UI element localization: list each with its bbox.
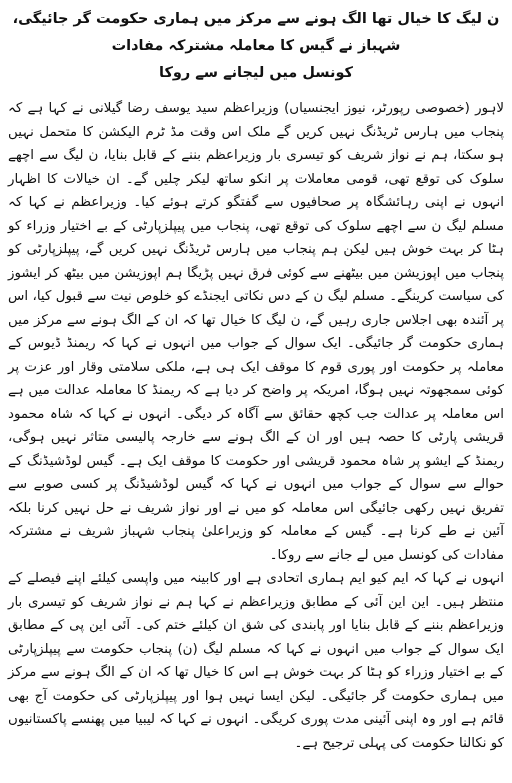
article-paragraph: لاہور (خصوصی رپورٹر، نیوز ایجنسیاں) وزیراعظم سید یوسف رضا گیلانی نے کہا ہے کہ پنجاب میں ہارس ٹریڈنگ نہیں کریں گے ملک اس وقت مڈ ٹرم الیکشن کا متحمل نہیں ہو سکتا، ہم نے نواز شریف کو تیسری بار وزیراعظم بننے کے قابل بنایا، ن لیگ سے اچھے سلوک کی توقع تھی، قومی معاملات پر انکو ساتھ لیکر چلیں گے۔ ان خیالات کا اظہار انہوں نے اپنی رہائشگاہ پر صحافیوں سے گفتگو کرتے ہوئے کیا۔ وزیراعظم نے کہا کہ مسلم لیگ ن سے اچھے سلوک کی توقع تھی، پنجاب میں پیپلزپارٹی کے بے اختیار وزراء کو ہٹا کر بہت خوش ہیں لیکن ہم پنجاب میں ہارس ٹریڈنگ نہیں کریں گے، پیپلزپارٹی کو پنجاب میں اپوزیشن میں بیٹھنے سے کوئی فرق نہیں پڑیگا ہم اپوزیشن میں بیٹھ کر ایشوز کی سیاست کرینگے۔ مسلم لیگ ن کے دس نکاتی ایجنڈے کو خلوص نیت سے قبول کیا، اس پر آئندہ بھی اجلاس جاری رہیں گے، ن لیگ کا خیال تھا کہ ان کے الگ ہونے سے مرکز میں ہماری حکومت گر جائیگی۔ ایک سوال کے جواب میں انہوں نے کہا کہ ریمنڈ ڈیوس کے معاملہ پر حکومت اور پوری قوم کا موقف ایک ہی ہے، ملکی سلامتی وقار اور عزت پر کوئی سمجھوتہ نہیں ہوگا، امریکہ پر واضح کر دیا ہے کہ ریمنڈ کا معاملہ عدالت میں ہے اس معاملہ پر عدالت جب کچھ حقائق سے آگاہ کر دیگی۔ انہوں نے کہا کہ شاہ محمود قریشی پارٹی کا حصہ ہیں اور ان کے الگ ہونے سے خارجہ پالیسی متاثر نہیں ہوگی، ریمنڈ کے ایشو پر شاہ محمود قریشی اور حکومت کا موقف ایک ہے۔ گیس لوڈشیڈنگ کے حوالے سے سوال کے جواب میں انہوں نے کہا کہ گیس لوڈشیڈنگ پر کسی صوبے سے تفریق نہیں رکھی جائیگی اس معاملہ کو میں نے اور نواز شریف نے حل نہیں کرنا بلکہ آئین نے طے کرنا ہے۔ گیس کے معاملہ کو وزیراعلیٰ پنجاب شہباز شریف نے مشترکہ مفادات کی کونسل میں لے جانے سے روکا۔ (8, 101, 504, 563)
article-body (8, 97, 504, 755)
headline-line-2: کونسل میں لیجانے سے روکا (159, 65, 353, 81)
headline (8, 6, 504, 87)
headline-line-1: ن لیگ کا خیال تھا الگ ہونے سے مرکز میں ہماری حکومت گر جائیگی، شہباز نے گیس کا معاملہ مشترکہ مفادات (12, 11, 500, 54)
article-paragraph: انہوں نے کہا کہ ایم کیو ایم ہماری اتحادی ہے اور کابینہ میں واپسی کیلئے اپنے فیصلے کے منتظر ہیں۔ این این آئی کے مطابق وزیراعظم نے کہا ہم نے نواز شریف کو تیسری بار وزیراعظم بننے کے قابل بنایا اور پابندی کی شق ان کیلئے ختم کی۔ آئی این پی کے مطابق ایک سوال کے جواب میں انہوں نے کہا کہ مسلم لیگ (ن) پنجاب حکومت سے پیپلزپارٹی کے بے اختیار وزراء کو ہٹا کر بہت خوش ہے اس کا خیال تھا کہ ان کے الگ ہونے سے مرکز میں ہماری حکومت گر جائیگی۔ لیکن ایسا نہیں ہوا اور پیپلزپارٹی کی حکومت آج بھی قائم ہے اور وہ اپنی آئینی مدت پوری کریگی۔ انہوں نے کہا کہ لیبیا میں پھنسے پاکستانیوں کو نکالنا حکومت کی پہلی ترجیح ہے۔ (8, 571, 504, 751)
